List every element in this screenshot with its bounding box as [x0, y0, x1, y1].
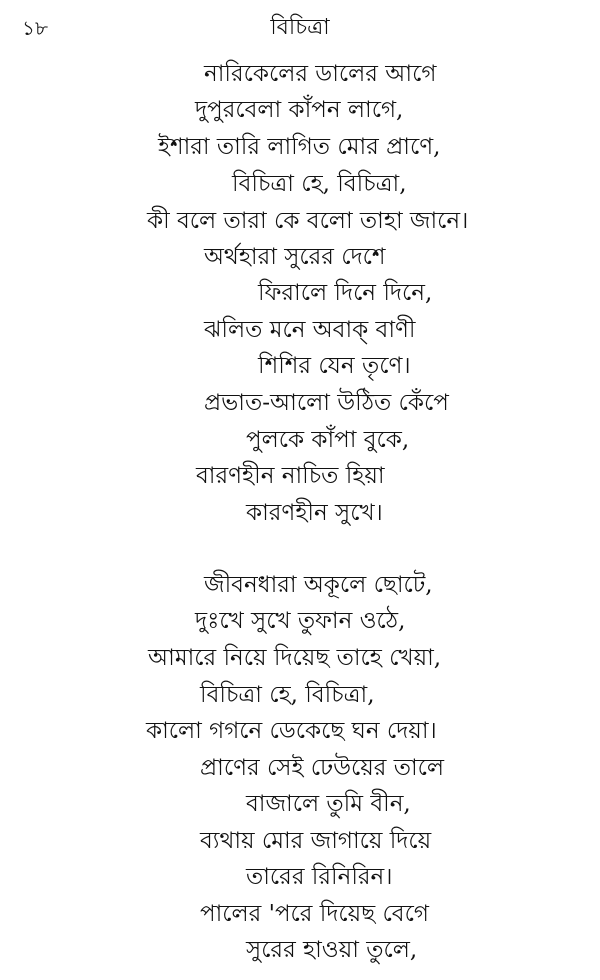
- poem-line: বাজালে তুমি বীন,: [246, 791, 411, 817]
- poem-line: নারিকেলের ডালের আগে: [204, 61, 437, 87]
- poem-line: কালো গগনে ডেকেছে ঘন দেয়া।: [146, 718, 437, 744]
- poem-line: পুলকে কাঁপা বুকে,: [246, 427, 410, 453]
- poem-line: অর্থহারা সুরের দেশে: [204, 244, 386, 270]
- poem-line: আমারে নিয়ে দিয়েছ তাহে খেয়া,: [148, 645, 442, 671]
- poem-line: দুপুরবেলা কাঁপন লাগে,: [195, 97, 404, 123]
- poem-line: শিশির যেন তৃণে।: [258, 353, 411, 379]
- running-title: বিচিত্রা: [270, 15, 330, 40]
- poem-line: প্রভাত-আলো উঠিত কেঁপে: [204, 390, 449, 416]
- poem-line: পালের 'পরে দিয়েছ বেগে: [200, 901, 429, 927]
- page-number: ১৮: [22, 16, 48, 40]
- poem-line: ফিরালে দিনে দিনে,: [258, 280, 433, 306]
- poem-line: কী বলে তারা কে বলো তাহা জানে।: [147, 208, 469, 234]
- poem-line: জীবনধারা অকূলে ছোটে,: [204, 572, 433, 598]
- poem-line: ইশারা তারি লাগিত মোর প্রাণে,: [158, 134, 441, 160]
- poem-line: বিচিত্রা হে, বিচিত্রা,: [200, 682, 375, 708]
- poem-line: বারণহীন নাচিত হিয়া: [196, 463, 385, 489]
- poem-line: ঝলিত মনে অবাক্ বাণী: [204, 317, 416, 343]
- poem-line: প্রাণের সেই ঢেউয়ের তালে: [200, 755, 445, 781]
- poem-line: সুরের হাওয়া তুলে,: [246, 937, 418, 963]
- poem-line: বিচিত্রা হে, বিচিত্রা,: [232, 171, 407, 197]
- poem-line: দুঃখে সুখে তুফান ওঠে,: [195, 608, 406, 634]
- poem-line: ব্যথায় মোর জাগায়ে দিয়ে: [200, 828, 432, 854]
- poem-line: কারণহীন সুখে।: [246, 500, 383, 526]
- poem-line: তারের রিনিরিন।: [246, 864, 393, 890]
